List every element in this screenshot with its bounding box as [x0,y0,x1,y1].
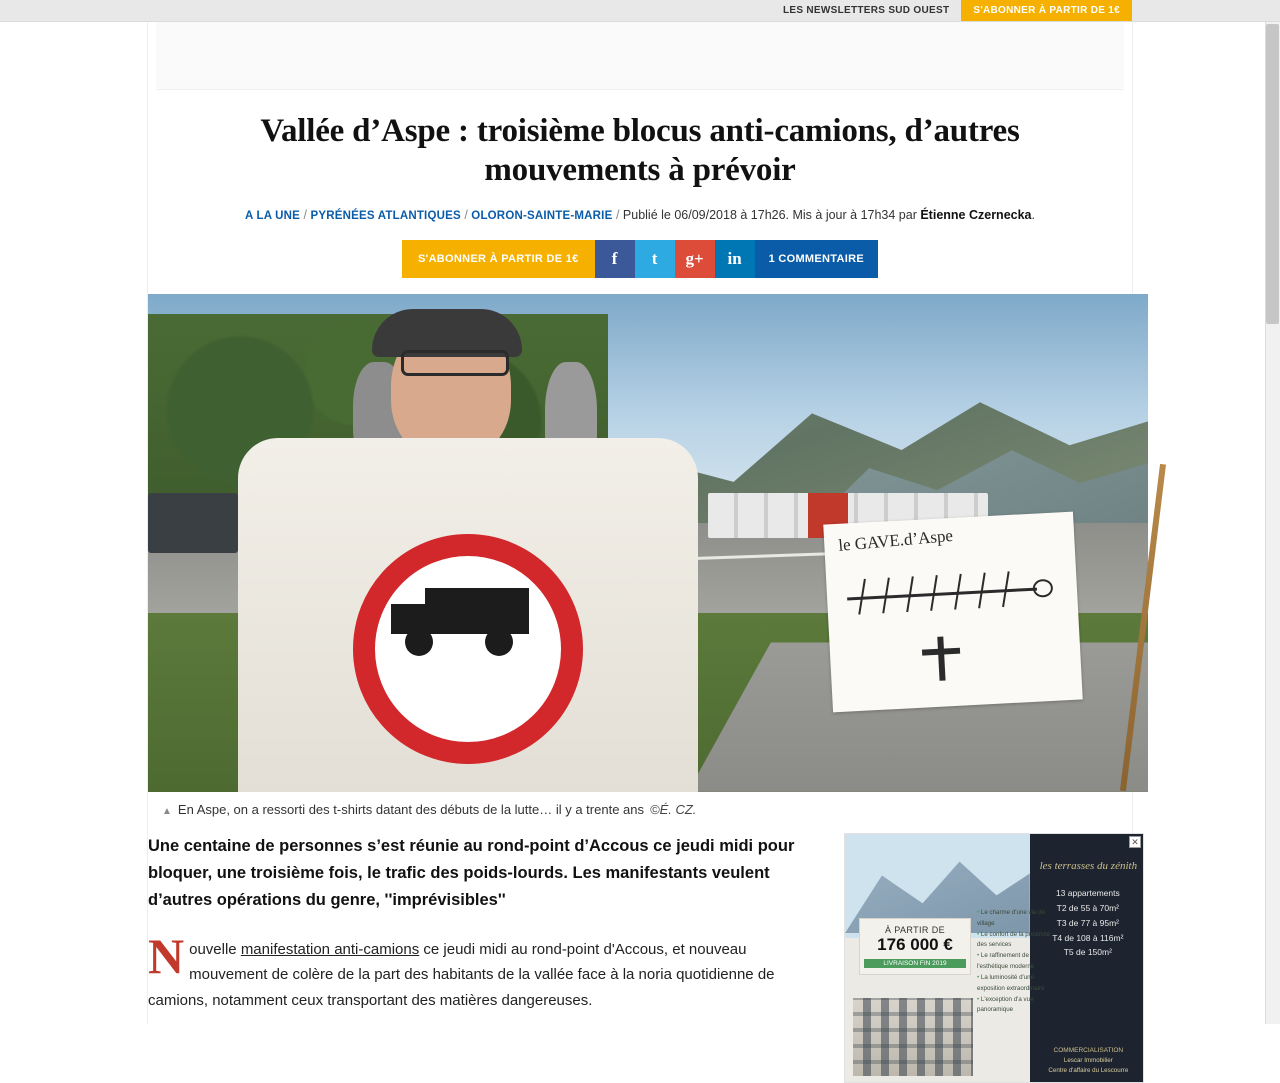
top-bar [0,0,1280,22]
share-bar [148,240,1132,278]
article-author[interactable]: Étienne Czernecka [920,207,1032,222]
photo-caption [148,802,1148,817]
twitter-share-button[interactable] [635,240,675,278]
article-photo [148,294,1148,792]
ad-bullet-item: • Le charme d'une vie de village [977,908,1055,930]
fishbone-spine [847,588,1037,601]
facebook-share-button[interactable] [595,240,635,278]
ad-price-value: 176 000 € [877,934,953,954]
cross-icon-horizontal [922,648,960,656]
breadcrumb-separator-1: / [303,207,308,222]
scrollbar-thumb[interactable] [1266,24,1279,324]
breadcrumb-a-la-une[interactable]: A LA UNE [245,209,301,222]
ad-building-image [853,998,973,1076]
linkedin-icon: in [727,248,742,268]
sidebar-ad[interactable] [844,833,1144,1083]
comments-button[interactable]: 1 COMMENTAIRE [755,240,878,278]
close-icon[interactable]: ✕ [1129,836,1141,848]
truck-wheel-rear [485,628,513,656]
article-meta [148,208,1132,222]
ad-footer [1038,1046,1139,1076]
googleplus-share-button[interactable] [675,240,715,278]
linkedin-share-button[interactable] [715,240,755,278]
top-bar-spacer [1132,0,1280,21]
twitter-icon: t [651,248,658,268]
newsletters-link[interactable]: LES NEWSLETTERS SUD OUEST [782,5,950,16]
article-body-area [148,833,1148,1083]
truck-body [425,588,529,634]
breadcrumb-separator-2: / [464,207,468,222]
photo-protester [228,314,708,792]
paragraph-text-after-link: ce jeudi midi au rond-point d'Accous, et nouveau mouvement de colère de la part des habitants de la vallée face à la noria quotidienne de camions, notamment ceux transportant des matières dangereuses. [148,940,775,1010]
paragraph-text-before-link: ouvelle [189,940,241,958]
top-ad-slot[interactable] [156,22,1124,90]
ad-listing-item: T3 de 77 à 95m² [1056,917,1120,928]
ad-bullet-item: • La luminosité d'une exposition extraordinaire [977,973,1055,995]
caption-credit: ©É. CZ. [650,801,697,817]
caption-marker-icon: ▲ [162,805,172,817]
cross-icon-vertical [937,637,945,681]
left-gutter [0,22,148,1024]
publish-info: Publié le 06/09/2018 à 17h26. Mis à jour à 17h34 par [622,207,921,222]
ad-bullet-item: • L'exception d'a vue panoramique [977,995,1055,1017]
ad-listing-item: T4 de 108 à 116m² [1052,932,1124,943]
drop-cap: N [148,927,185,984]
page-scrollbar[interactable] [1265,22,1280,1024]
breadcrumb-separator-3: / [615,207,620,222]
ad-price-label: À PARTIR DE [884,924,946,935]
breadcrumb-pyrenees-atlantiques[interactable]: PYRÉNÉES ATLANTIQUES [310,209,461,222]
ad-listing-item: T5 de 150m² [1063,947,1112,958]
ad-brand: les terrasses du zénith [1039,859,1138,872]
breadcrumb-oloron-sainte-marie[interactable]: OLORON-SAINTE-MARIE [471,209,613,222]
ad-listing-item: T2 de 55 à 70m² [1056,902,1120,913]
ad-bullet-item: • Le confort de la proximité des services [977,930,1055,952]
ad-footer-line: Lescar Immobilier [1063,1057,1113,1065]
ad-delivery-label: LIVRAISON FIN 2019 [864,959,966,968]
ad-building-windows [853,998,973,1076]
article-standfirst: Une centaine de personnes s’est réunie au rond-point d’Accous ce jeudi midi pour bloquer, une troisième fois, le trafic des poids-lourds. Les manifestants veulent d’autres opérations du genre, ''imprévisibles'' [148,836,795,910]
page-title: Vallée d’Aspe : troisième blocus anti-camions, d’autres mouvements à prévoir [260,113,1020,188]
placard-text: le GAVE.d’Aspe [837,525,954,555]
ad-bullet-item: • Le raffinement de l'esthétique moderne [977,951,1055,973]
truck-wheel-front [405,628,433,656]
sidebar-ad-column [844,833,1144,1083]
ad-bullet-list [977,908,1055,1016]
truck-icon [391,582,531,660]
protest-placard [823,512,1082,713]
ad-listing-item: 13 appartements [1055,887,1120,898]
inline-link-manifestation[interactable]: manifestation anti-camions [240,940,420,958]
subscribe-top-button[interactable]: S'ABONNER À PARTIR DE 1€ [961,0,1132,21]
caption-text: En Aspe, on a ressorti des t-shirts datant des débuts de la lutte… il y a trente ans [177,801,644,817]
facebook-icon: f [611,248,618,268]
article-frame [148,22,1139,1083]
protester-glasses [401,350,509,376]
photo-van [148,493,238,553]
fishbone-icon [846,565,1058,624]
article-text-column [148,833,828,1083]
googleplus-icon: g+ [685,248,704,268]
fishbone-head [1032,579,1053,598]
article-photo-wrapper [148,294,1148,792]
ad-price-box [859,918,971,975]
publish-end: . [1031,207,1035,222]
ad-footer-title: COMMERCIALISATION [1053,1046,1124,1054]
article-paragraph-1 [148,927,828,1014]
subscribe-button[interactable]: S'ABONNER À PARTIR DE 1€ [402,240,595,278]
ad-footer-line: Centre d'affaire du Lescourre [1048,1066,1129,1074]
